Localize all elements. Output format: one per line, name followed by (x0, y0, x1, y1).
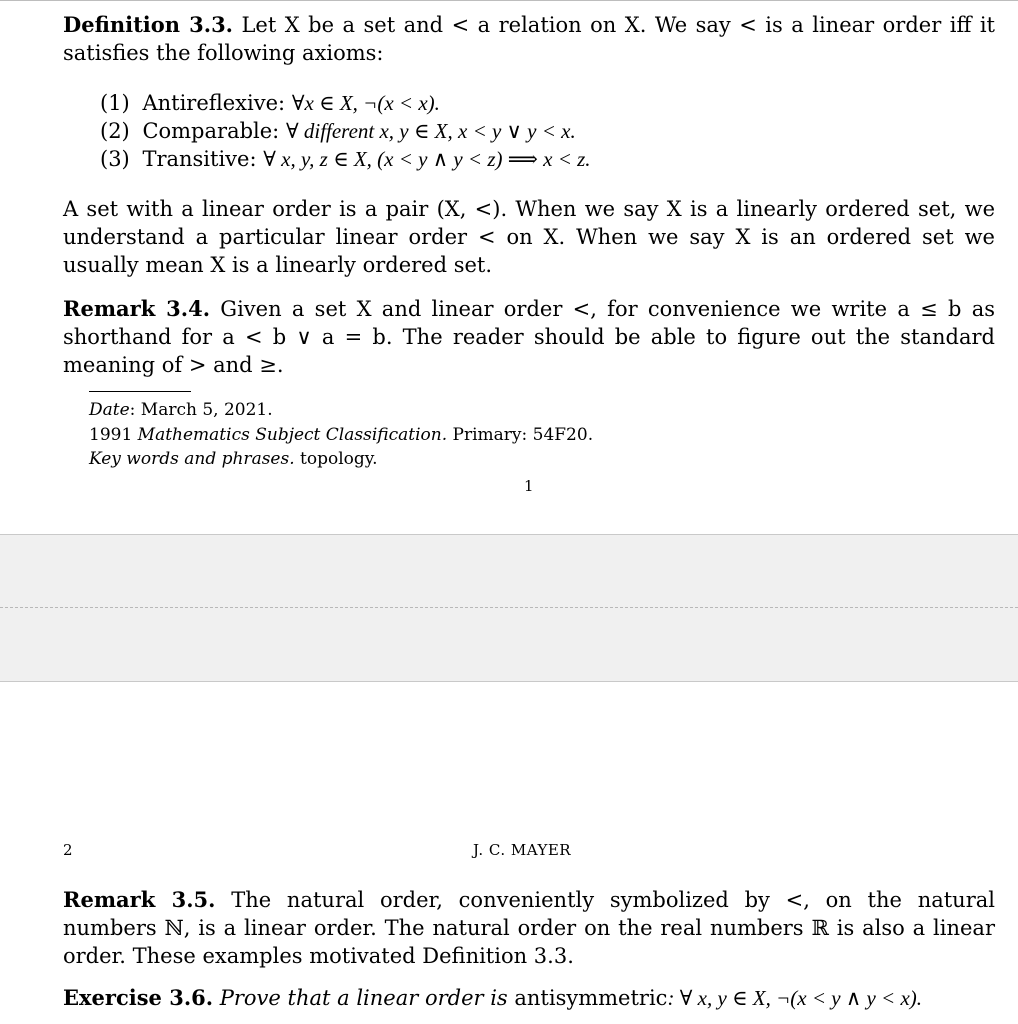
page-break-dashed-line (0, 607, 1018, 608)
axiom-formula: ∀x ∈ X, ¬(x < x). (291, 91, 440, 115)
remark-label: Remark 3.5. (63, 887, 216, 912)
exercise-formula: : ∀ x, y ∈ X, ¬(x < y ∧ y < x). (667, 986, 923, 1010)
axiom-name: Transitive: (142, 147, 257, 171)
footnote-date-label: Date (89, 400, 130, 420)
remark-3-4 (63, 295, 995, 379)
axiom-number: (2) (100, 119, 130, 143)
footnote-keywords (89, 447, 593, 472)
footnote-msc (89, 423, 593, 448)
footnote-msc-value: Primary: 54F20. (452, 424, 594, 445)
page-number-1: 1 (524, 477, 534, 495)
page-number-2: 2 (63, 841, 73, 859)
footnote-keywords-label: Key words and phrases. (89, 449, 295, 469)
axiom-formula: ∀ x, y, z ∈ X, (x < y ∧ y < z) ⟹ x < z. (263, 147, 591, 171)
definition-3-3 (63, 11, 995, 67)
linear-order-paragraph: A set with a linear order is a pair (X, <). When we say X is a linearly ordered set, we understand a particular linear order < on X. When we say X is an ordered set we usually mean X is a linearly ordered set. (63, 197, 995, 277)
remark-label: Remark 3.4. (63, 296, 211, 321)
footnote-rule (89, 391, 191, 392)
remark-text: Given a set X and linear order <, for convenience we write a ≤ b as shorthand for a < b ∨ a = b. The reader should be able to figure out the standard meaning of > and ≥. (63, 297, 995, 377)
exercise-3-6 (63, 984, 995, 1012)
definition-text: Let X be a set and < a relation on X. We say < is a linear order iff it satisfies the following axioms: (63, 13, 995, 65)
definition-label: Definition 3.3. (63, 12, 233, 37)
axiom-name: Comparable: (142, 119, 280, 143)
page-2-body (63, 886, 995, 1012)
footnote-msc-year: 1991 (89, 424, 133, 445)
exercise-text-italic: Prove that a linear order is (219, 986, 508, 1010)
page-1-body (63, 11, 995, 379)
axiom-name: Antireflexive: (142, 91, 286, 115)
footnote-msc-label: Mathematics Subject Classification. (137, 424, 448, 445)
page-top-rule (0, 0, 1018, 1)
axiom-item (100, 117, 995, 145)
running-head-author: J. C. MAYER (473, 841, 572, 859)
axiom-item (100, 89, 995, 117)
footnote-date-value: : March 5, 2021. (129, 400, 273, 420)
footnote-keywords-value: topology. (300, 449, 378, 469)
axiom-item (100, 145, 995, 173)
axiom-number: (1) (100, 91, 130, 115)
remark-text: The natural order, conveniently symbolized by <, on the natural numbers ℕ, is a linear order. The natural order on the real numbers ℝ is also a linear order. These examples motivated Definition 3.3. (63, 888, 995, 968)
remark-3-5 (63, 886, 995, 970)
axiom-number: (3) (100, 147, 130, 171)
axiom-list (100, 89, 995, 173)
footnote-date (89, 398, 593, 423)
axiom-formula: ∀ different x, y ∈ X, x < y ∨ y < x. (285, 119, 576, 143)
page-separator (0, 534, 1018, 682)
footnotes (89, 398, 593, 472)
exercise-text-upright: antisymmetric (514, 986, 668, 1010)
exercise-label: Exercise 3.6. (63, 985, 214, 1010)
